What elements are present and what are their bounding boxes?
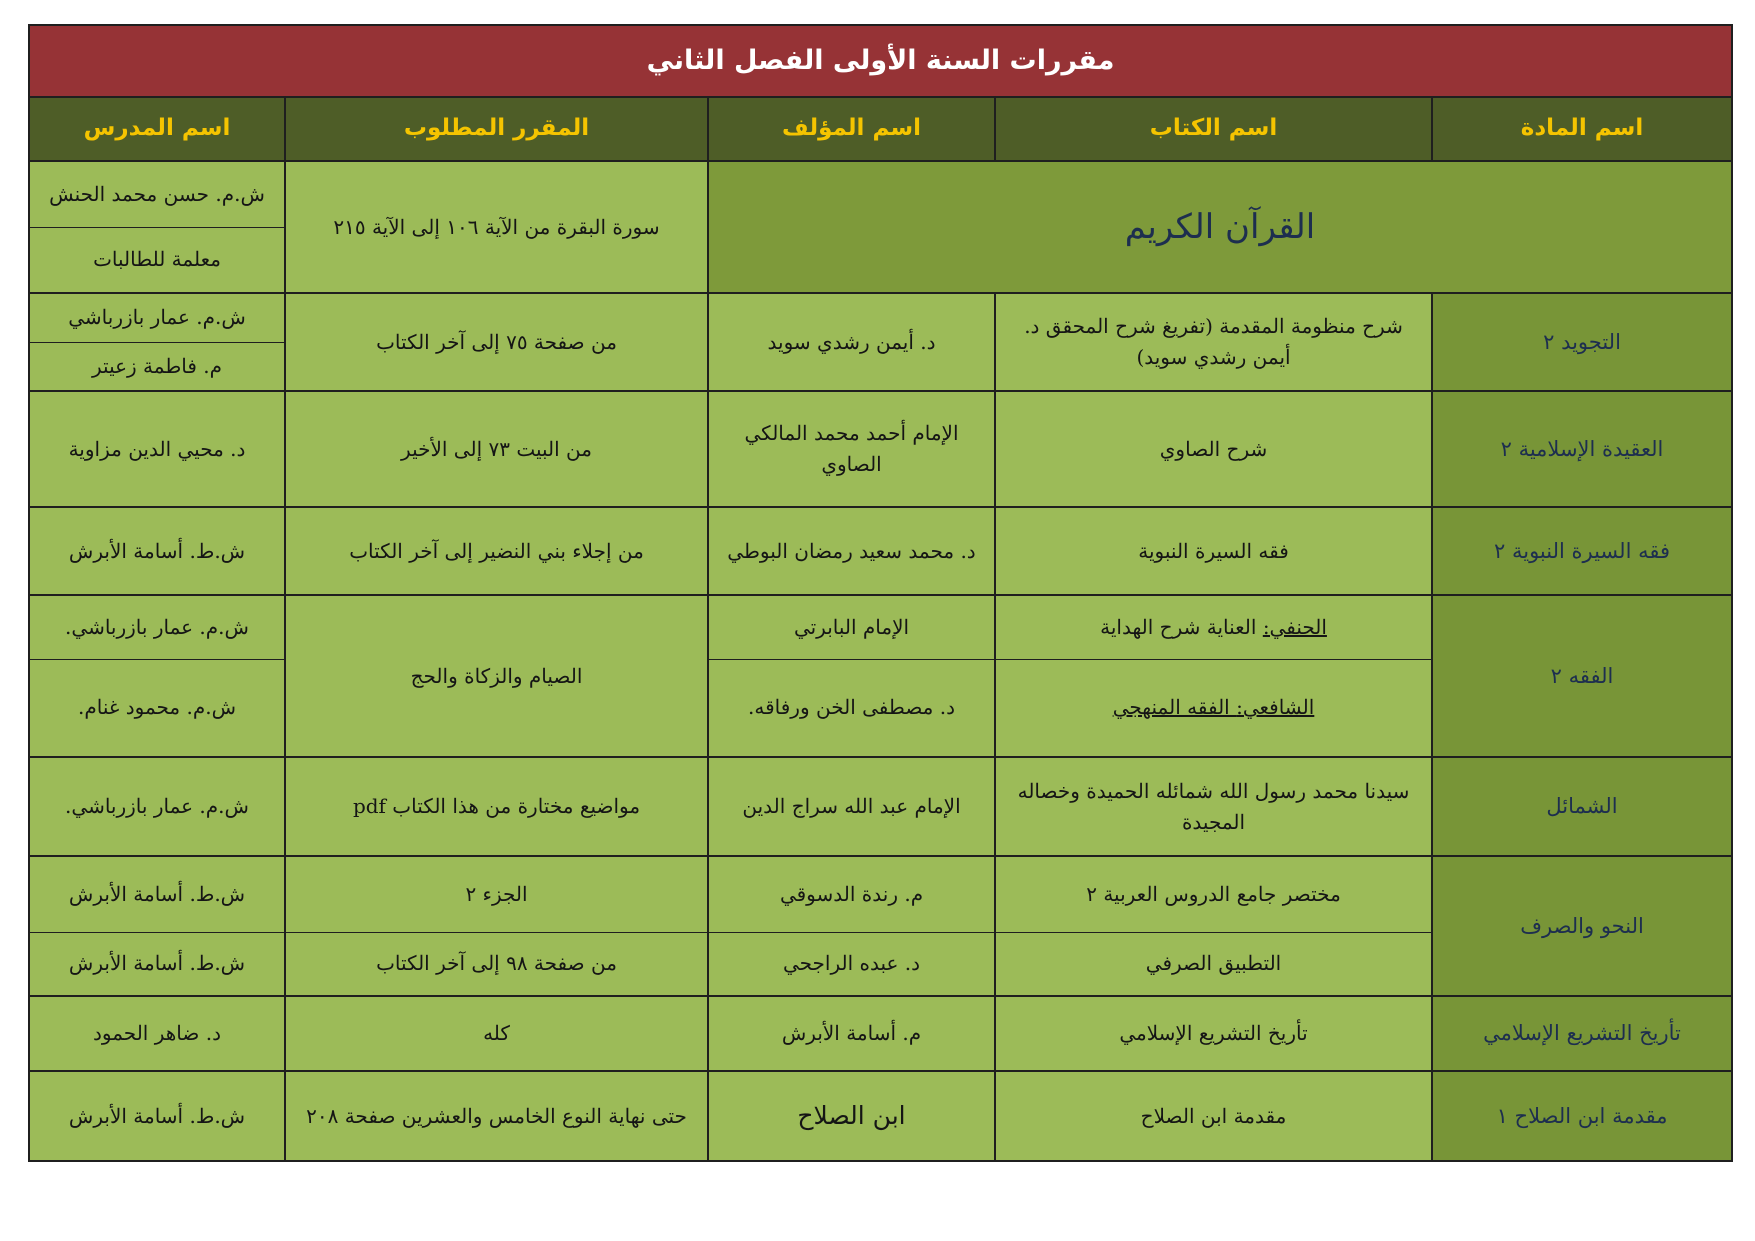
quran-portion: سورة البقرة من الآية ١٠٦ إلى الآية ٢١٥: [285, 161, 708, 293]
table-row-shamail: [29, 757, 1732, 856]
book-tashree: تأريخ التشريع الإسلامي: [995, 996, 1432, 1071]
table-row-fiqh: [29, 595, 1732, 659]
teacher-tajweed-1: ش.م. عمار بازرباشي: [29, 293, 285, 342]
book-fiqh-1-school: الحنفي:: [1262, 614, 1327, 639]
subject-fiqh: الفقه ٢: [1432, 595, 1732, 757]
subject-tashree: تأريخ التشريع الإسلامي: [1432, 996, 1732, 1071]
header-row: [29, 97, 1732, 161]
portion-nahw-2: من صفحة ٩٨ إلى آخر الكتاب: [285, 932, 708, 996]
teacher-nahw-2: ش.ط. أسامة الأبرش: [29, 932, 285, 996]
author-fiqh-2: د. مصطفى الخن ورفاقه.: [708, 659, 995, 757]
title-row: [29, 25, 1732, 97]
subject-shamail: الشمائل: [1432, 757, 1732, 856]
portion-salah: حتى نهاية النوع الخامس والعشرين صفحة ٢٠٨: [285, 1071, 708, 1161]
book-fiqh-2-school: الشافعي:: [1236, 695, 1315, 720]
subject-salah: مقدمة ابن الصلاح ١: [1432, 1071, 1732, 1161]
author-aqeedah: الإمام أحمد محمد المالكي الصاوي: [708, 391, 995, 507]
table-row-tashree: [29, 996, 1732, 1071]
book-nahw-1: مختصر جامع الدروس العربية ٢: [995, 856, 1432, 932]
book-fiqh-1: [995, 595, 1432, 659]
portion-shamail: مواضيع مختارة من هذا الكتاب pdf: [285, 757, 708, 856]
book-tajweed: شرح منظومة المقدمة (تفريغ شرح المحقق د. أيمن رشدي سويد): [995, 293, 1432, 391]
teacher-aqeedah: د. محيي الدين مزاوية: [29, 391, 285, 507]
curriculum-table: [28, 24, 1733, 1162]
curriculum-sheet: [28, 24, 1731, 1169]
teacher-nahw-1: ش.ط. أسامة الأبرش: [29, 856, 285, 932]
table-row-salah: [29, 1071, 1732, 1161]
book-fiqh-2-title: الفقه المنهجي: [1112, 695, 1237, 720]
book-fiqh-2: [995, 659, 1432, 757]
subject-aqeedah: العقيدة الإسلامية ٢: [1432, 391, 1732, 507]
author-tashree: م. أسامة الأبرش: [708, 996, 995, 1071]
author-fiqh-1: الإمام البابرتي: [708, 595, 995, 659]
teacher-seerah: ش.ط. أسامة الأبرش: [29, 507, 285, 595]
portion-tashree: كله: [285, 996, 708, 1071]
teacher-tashree: د. ضاهر الحمود: [29, 996, 285, 1071]
table-row-tajweed: [29, 293, 1732, 342]
teacher-tajweed-2: م. فاطمة زعيتر: [29, 342, 285, 391]
header-book: اسم الكتاب: [995, 97, 1432, 161]
teacher-salah: ش.ط. أسامة الأبرش: [29, 1071, 285, 1161]
header-teacher: اسم المدرس: [29, 97, 285, 161]
book-seerah: فقه السيرة النبوية: [995, 507, 1432, 595]
portion-tajweed: من صفحة ٧٥ إلى آخر الكتاب: [285, 293, 708, 391]
teacher-fiqh-2: ش.م. محمود غنام.: [29, 659, 285, 757]
book-nahw-2: التطبيق الصرفي: [995, 932, 1432, 996]
subject-seerah: فقه السيرة النبوية ٢: [1432, 507, 1732, 595]
portion-fiqh: الصيام والزكاة والحج: [285, 595, 708, 757]
portion-seerah: من إجلاء بني النضير إلى آخر الكتاب: [285, 507, 708, 595]
teacher-fiqh-1: ش.م. عمار بازرباشي.: [29, 595, 285, 659]
table-row-nahw: [29, 856, 1732, 932]
book-aqeedah: شرح الصاوي: [995, 391, 1432, 507]
table-row-aqeedah: [29, 391, 1732, 507]
portion-aqeedah: من البيت ٧٣ إلى الأخير: [285, 391, 708, 507]
header-subject: اسم المادة: [1432, 97, 1732, 161]
table-row-seerah: [29, 507, 1732, 595]
author-nahw-1: م. رندة الدسوقي: [708, 856, 995, 932]
author-seerah: د. محمد سعيد رمضان البوطي: [708, 507, 995, 595]
book-salah: مقدمة ابن الصلاح: [995, 1071, 1432, 1161]
quran-teacher-1: ش.م. حسن محمد الحنش: [29, 161, 285, 227]
portion-nahw-1: الجزء ٢: [285, 856, 708, 932]
header-portion: المقرر المطلوب: [285, 97, 708, 161]
author-tajweed: د. أيمن رشدي سويد: [708, 293, 995, 391]
page-title: مقررات السنة الأولى الفصل الثاني: [29, 25, 1732, 97]
book-fiqh-1-title: العناية شرح الهداية: [1100, 614, 1263, 639]
book-shamail: سيدنا محمد رسول الله شمائله الحميدة وخصاله المجيدة: [995, 757, 1432, 856]
author-nahw-2: د. عبده الراجحي: [708, 932, 995, 996]
author-salah: ابن الصلاح: [708, 1071, 995, 1161]
teacher-shamail: ش.م. عمار بازرباشي.: [29, 757, 285, 856]
author-shamail: الإمام عبد الله سراج الدين: [708, 757, 995, 856]
table-row-quran: [29, 161, 1732, 227]
quran-teacher-2: معلمة للطالبات: [29, 227, 285, 293]
subject-nahw: النحو والصرف: [1432, 856, 1732, 996]
quran-label: القرآن الكريم: [708, 161, 1732, 293]
subject-tajweed: التجويد ٢: [1432, 293, 1732, 391]
header-author: اسم المؤلف: [708, 97, 995, 161]
